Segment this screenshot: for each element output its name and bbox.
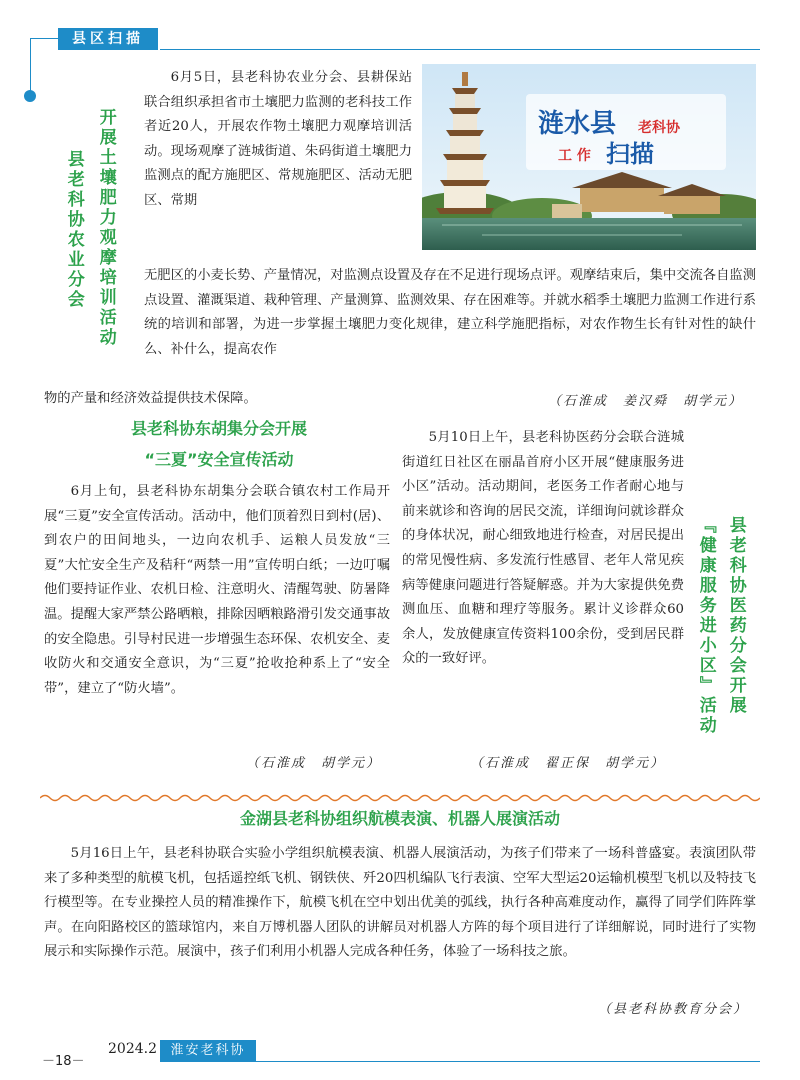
article3-credit: （石淮成 翟正保 胡学元） [470,756,666,771]
banner-title-main: 涟水县 [538,109,617,139]
article3-body: 5月10日上午，县老科协医药分会联合涟城街道红日社区在丽晶首府小区开展“健康服务进小区”活动。活动期间，老医务工作者耐心地与前来就诊和咨询的居民交流，详细询问就诊群众的身体状况，耐心细致地进行检查，对居民提出的常见慢性病、多发流行性感冒、老年人常见疾病等健康问题进行答疑解惑。并为大家提供免费测血压、血糖和理疗等服务。累计义诊群众60余人，发放健康宣传资料100余份，受到居民群众的一致好评。 [402,430,684,667]
magazine-name: 淮安老科协 [160,1040,256,1062]
article4-credit: （县老科协教育分会） [598,1002,749,1017]
issue-number: 2024.2 [108,1041,157,1057]
banner-line2-a: 工 作 [558,148,591,164]
article4-title: 金湖县老科协组织航模表演、机器人展演活动 [239,809,560,828]
footer-rule [256,1061,760,1062]
article1-credit: （石淮成 姜汉舜 胡学元） [548,394,744,409]
ornamental-divider [40,788,760,798]
section-tag: 县区扫描 [58,28,158,50]
article2-body: 6月上旬，县老科协东胡集分会联合镇农村工作局开展“三夏”安全宣传活动。活动中，他们顶着烈日到村(居)、到农户的田间地头，一边向农机手、运粮人员发放“三夏”大忙安全生产及秸秆“两禁一用”宣传明白纸；一边叮嘱他们要持证作业、农机日检、注意明火、清醒驾驶、防暑降温。提醒大家严禁公路晒粮，排除因晒粮路滑引发交通事故的安全隐患。引导村民进一步增强生态环保、农机安全、麦收防火和交通安全意识，为“三夏”抢收抢种系上了“安全带”，建立了“防火墙”。 [44,484,390,696]
article2-title-line2: “三夏”安全宣传活动 [144,450,294,469]
page-number: －18－ [42,1054,85,1069]
article3-title-sub: 『健康服务进小区』活动 [695,516,716,736]
header-dot [24,90,36,102]
article1-paragraph-mid: 无肥区的小麦长势、产量情况，对监测点设置及存在不足进行现场点评。观摩结束后，集中交流各自监测点设置、灌溉渠道、栽种管理、产量测算、监测效果、存在困难等。并就水稻季土壤肥力监测工作进行系统的培训和部署，为进一步掌握土壤肥力变化规律，建立科学施肥指标，对农作物生长有针对性的缺什么、补什么，提高农作 [144,268,756,357]
banner-line2-b: 扫描 [606,140,654,168]
article1-paragraph-full: 物的产量和经济效益提供技术保障。 [44,391,257,406]
article4-body: 5月16日上午，县老科协联合实验小学组织航模表演、机器人展演活动，为孩子们带来了一场科普盛宴。表演团队带来了多种类型的航模飞机，包括遥控纸飞机、钢铁侠、歼20四机编队飞行表演、空军大型运20运输机模型飞机以及特技飞行模型等。在专业操控人员的精准操作下，航模飞机在空中划出优美的弧线，执行各种高难度动作，赢得了同学们阵阵掌声。在向阳路校区的篮球馆内，来自万博机器人团队的讲解员对机器人方阵的每个项目进行了详细解说，同时进行了实物展示和实际操作示范。展演中，孩子们利用小机器人完成各种任务，体验了一场科技之旅。 [44,846,756,960]
article2-title-line1: 县老科协东胡集分会开展 [130,419,307,438]
header-rule-vertical [30,38,31,92]
header-rule [160,49,760,50]
article1-paragraph-narrow: 6月5日，县老科协农业分会、县耕保站联合组织承担省市土壤肥力监测的老科技工作者近20人，开展农作物土壤肥力观摩培训活动。现场观摩了涟城街道、朱码街道土壤肥力监测点的配方施肥区、常规施肥区、活动无肥区、常期 [144,70,412,208]
article1-title-sub: 县老科协农业分会 [63,150,84,310]
article1-title-main: 开展土壤肥力观摩培训活动 [95,108,116,348]
article2-credit: （石淮成 胡学元） [246,756,382,771]
banner-title-sub: 老科协 [638,120,680,136]
pagoda-photo [422,64,756,250]
header-rule-corner [30,38,58,39]
article3-title-main: 县老科协医药分会开展 [725,516,746,716]
